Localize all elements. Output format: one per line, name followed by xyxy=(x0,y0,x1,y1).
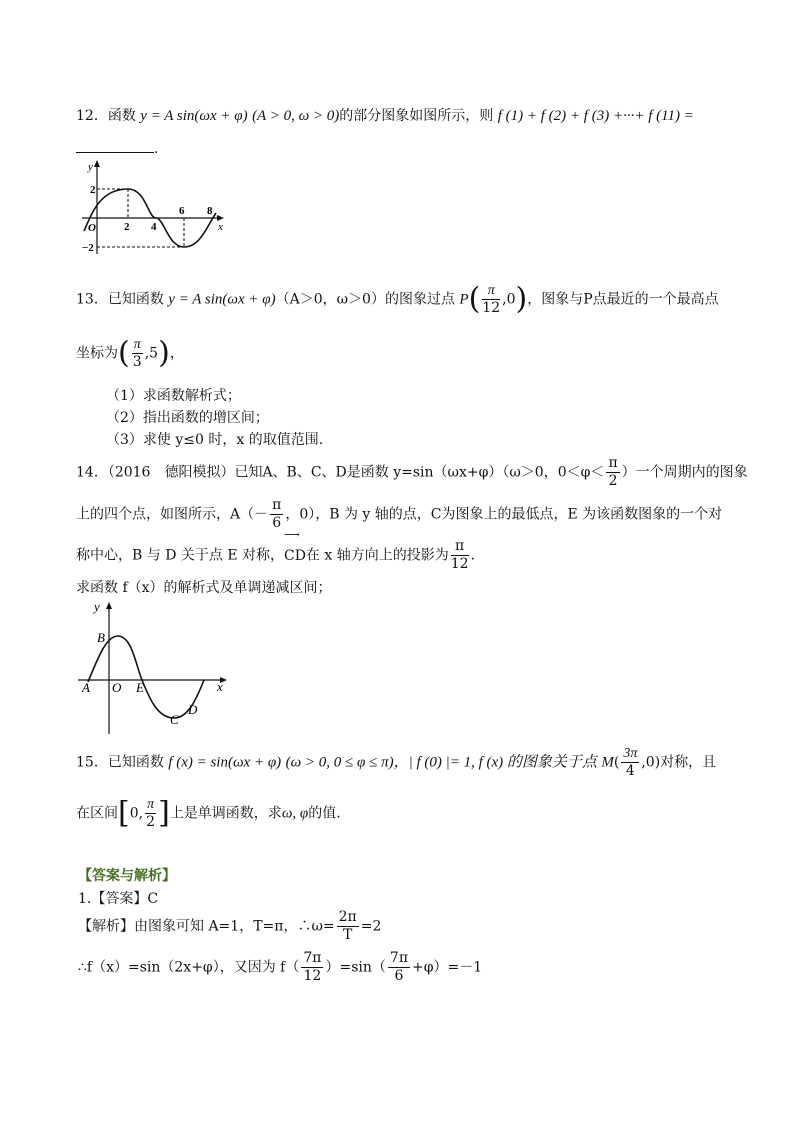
q14-point-a: A xyxy=(82,680,90,695)
q15-m-den: 4 xyxy=(625,763,635,779)
q13-p-frac xyxy=(482,282,500,317)
q14-label: 14．（2016 德阳模拟）已知A、B、C、D是函数 y=sin（ωx+φ）（ω＞0，0＜φ＜ xyxy=(76,464,605,481)
q13-text2: ，图象与P点最近的一个最高点 xyxy=(527,291,719,308)
q14-line3-b: 在 x 轴方向上的投影为 xyxy=(305,547,449,564)
q15-line2-a: 在区间 xyxy=(76,805,118,822)
answer-s-den: 6 xyxy=(394,968,404,984)
q13-c-paren-close: ) xyxy=(158,335,170,371)
answer-line2-c: +φ）=－1 xyxy=(412,959,483,976)
q14-point-b: B xyxy=(97,630,105,645)
q12-tick-4: 4 xyxy=(151,221,157,233)
q14-line2-a: 上的四个点，如图所示，A（－ xyxy=(76,506,269,523)
q14-proj-frac xyxy=(451,538,469,573)
q14-a-num: π xyxy=(272,497,282,513)
q13-item-1: （1）求函数解析式； xyxy=(106,388,241,404)
q12-y-arrow xyxy=(94,160,100,167)
q12-label: 12．函数 xyxy=(76,108,136,124)
q15-i-frac xyxy=(145,796,156,831)
answer-f-frac xyxy=(301,950,323,985)
q15-m-num: 3π xyxy=(623,746,638,761)
q13-paren-open: ( xyxy=(468,281,481,317)
q15-m: M xyxy=(601,754,614,771)
q13-condition: （A＞0，ω＞0）的图象过点 xyxy=(275,291,455,308)
q14-vector-arrow-icon: ⟶ xyxy=(283,527,300,541)
answer-w-den: T xyxy=(343,927,353,943)
q14-proj-den: 12 xyxy=(450,556,469,572)
q14-point-d: D xyxy=(188,702,198,717)
q12-y-label: y xyxy=(88,161,93,173)
q15-line2-b: 上是单调函数，求 xyxy=(169,805,282,822)
q14-line1 xyxy=(76,455,748,490)
q15-m-tail: ,0) xyxy=(641,754,661,771)
q12-sum: f (1) + f (2) + f (3) +···+ f (11) = xyxy=(497,108,694,124)
answer-heading: 【答案与解析】 xyxy=(78,868,176,884)
q14-proj-num: π xyxy=(451,538,469,556)
answer-w-tail: =2 xyxy=(360,918,382,935)
q13-p-tail: ,0 xyxy=(502,291,516,308)
answer-f-den: 12 xyxy=(303,968,322,984)
answer-s-frac xyxy=(388,950,410,985)
q14-y-label: y xyxy=(94,599,100,614)
q13-p-den: 12 xyxy=(482,300,501,316)
q12-y-top: 2 xyxy=(90,184,96,196)
q12-text: 的部分图象如图所示，则 xyxy=(339,108,494,124)
q15-line2-c: 的值. xyxy=(308,805,341,822)
q13-line1 xyxy=(76,282,719,317)
q14-line3-a: 称中心，B 与 D 关于点 E 对称， xyxy=(76,547,284,564)
q15-line1: 15．已知函数 f (x) = sin(ωx + φ) (ω > 0, 0 ≤ φ ≤ π)，| f (0) |= 1, f (x) 的图象关于点 M( $\frac{3\pi}{4}$ ,0)对称，且 xyxy=(76,746,717,779)
q12-condition: (A > 0, ω > 0) xyxy=(252,108,340,124)
q14-tail1: ）一个周期内的图象 xyxy=(621,464,748,481)
q12-tick-8: 8 xyxy=(207,205,213,217)
q14-x-label: x xyxy=(217,679,223,694)
q15-formula: f (x) = sin(ωx + φ) xyxy=(168,754,282,771)
q12-y-bottom: −2 xyxy=(82,242,94,254)
q13-coord-label: 坐标为 xyxy=(76,345,118,362)
q15-mid: ，| f (0) |= 1, f (x) 的图象关于点 xyxy=(393,754,597,771)
q14-line4: 求函数 f（x）的解析式及单调递减区间； xyxy=(76,580,332,596)
q15-m-frac xyxy=(621,745,639,780)
q14-vector-label: CD xyxy=(283,547,306,564)
q12-formula: y = A sin(ωx + φ) xyxy=(140,108,248,124)
q13-p-num: π xyxy=(482,282,500,300)
q14-phi-den: 2 xyxy=(608,473,618,489)
answer-1-explanation xyxy=(78,909,381,944)
q12-tick-6: 6 xyxy=(179,205,185,217)
q14-sine-curve xyxy=(88,636,204,718)
q15-tail: 对称，且 xyxy=(660,754,717,771)
q13-c-num: π xyxy=(133,337,141,352)
q13-c-end: ， xyxy=(169,345,184,362)
answer-expl-a: 【解析】由图象可知 A=1，T=π，∴ω= xyxy=(78,918,335,935)
q14-line2 xyxy=(76,497,722,532)
answer-f-num: 7π xyxy=(303,950,322,966)
q14-point-e: E xyxy=(136,680,144,695)
q14-line2-b: ，0），B 为 y 轴的点，C为图象上的最低点，E 为该函数图象的一个对 xyxy=(285,506,723,523)
q13-c-paren-open: ( xyxy=(118,335,130,371)
answer-1: 1.【答案】C xyxy=(78,891,159,907)
q13-label: 13．已知函数 xyxy=(76,291,164,308)
q13-c-frac xyxy=(132,336,143,371)
q15-i-den: 2 xyxy=(146,814,156,830)
q15-bracket-close: ] xyxy=(158,795,170,831)
q14-graph xyxy=(74,596,234,736)
q13-item-2: （2）指出函数的增区间； xyxy=(106,410,269,426)
q12-origin: O xyxy=(88,222,96,234)
q13-point-letter: P xyxy=(459,291,469,308)
q14-phi-num: π xyxy=(608,455,618,471)
q12-line1 xyxy=(76,106,694,126)
q15-condition: (ω > 0, 0 ≤ φ ≤ π) xyxy=(285,754,394,771)
answer-1-line2 xyxy=(78,950,482,985)
q15-bracket-open: [ xyxy=(118,795,130,831)
q12-x-label: x xyxy=(218,221,223,233)
q15-vars: ω, φ xyxy=(281,805,309,822)
q14-vector xyxy=(283,527,306,573)
q14-phi-frac xyxy=(606,455,619,490)
q15-line2 xyxy=(76,796,341,831)
q14-a-den: 6 xyxy=(272,515,282,531)
q15-i-num: π xyxy=(147,797,155,812)
answer-w-num: 2π xyxy=(338,909,357,925)
q13-line2 xyxy=(76,336,184,371)
q14-a-frac xyxy=(270,497,283,532)
q13-c-den: 3 xyxy=(132,354,142,370)
q14-point-o: O xyxy=(112,680,122,695)
q13-formula: y = A sin(ωx + φ) xyxy=(168,291,276,308)
answer-w-frac xyxy=(337,909,359,944)
q12-graph xyxy=(76,158,232,258)
answer-blank[interactable] xyxy=(76,138,154,153)
q12-line2 xyxy=(76,138,158,159)
q12-tick-2: 2 xyxy=(124,221,130,233)
q14-point-c: C xyxy=(170,712,179,727)
q14-y-arrow xyxy=(106,602,112,609)
q15-label: 15．已知函数 xyxy=(76,754,164,771)
q14-line3 xyxy=(76,527,475,573)
answer-line2-b: ）=sin（ xyxy=(325,959,386,976)
q12-period: . xyxy=(154,141,159,157)
answer-s-num: 7π xyxy=(389,950,409,966)
q13-item-3: （3）求使 y≤0 时，x 的取值范围. xyxy=(106,432,324,448)
q13-c-tail: ,5 xyxy=(144,345,159,362)
q13-paren-close: ) xyxy=(515,281,528,317)
answer-line2-a: ∴f（x）=sin（2x+φ），又因为 f（ xyxy=(78,959,300,976)
q14-line3-end: . xyxy=(470,547,475,564)
q15-interval-a: 0, xyxy=(129,805,144,822)
